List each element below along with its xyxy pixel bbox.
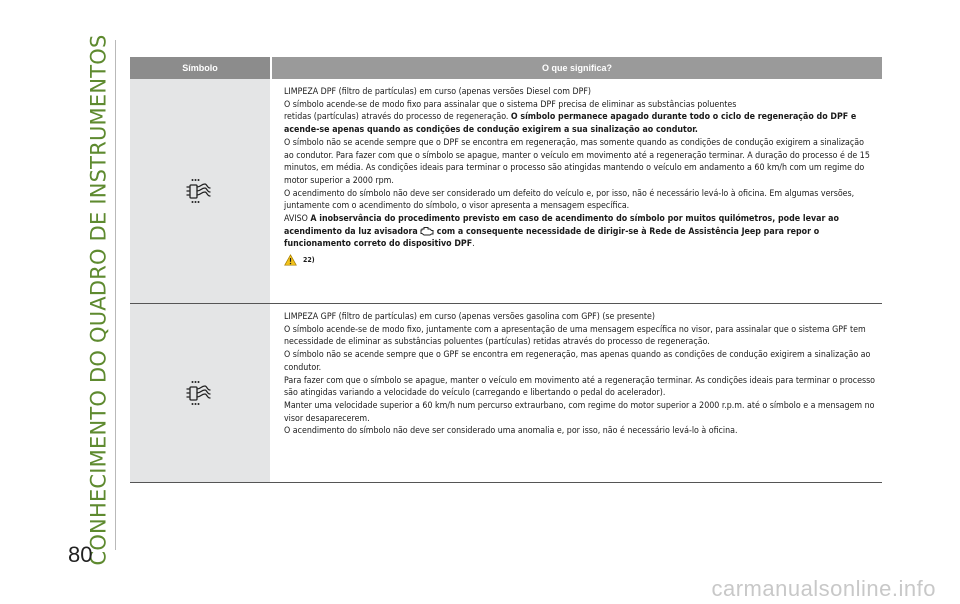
row2-para-1: LIMPEZA GPF (filtro de partículas) em curso (apenas versões gasolina com GPF) (se presente) bbox=[284, 312, 655, 322]
row1-para-2: O símbolo não se acende sempre que o DPF se encontra em regeneração, mas somente quando as condições de condução exigirem a sinalização ao condutor. Para fazer com que o símbolo se apague, manter o veículo em movimento até a regeneração terminar. A duração do processo é de 15 minutos, em média. As condições ideais para terminar o processo são atingidas mantendo o veículo em andamento a 60 km/h com um regime do motor superior a 2000 rpm. bbox=[284, 137, 870, 186]
engine-warning-icon bbox=[420, 226, 434, 236]
gpf-filter-icon bbox=[185, 380, 215, 406]
row1-bold-note: O símbolo permanece apagado durante todo o ciclo de regeneração do DPF e acende-se apenas quando as condições de condução exigirem a sua sinalização ao condutor. bbox=[284, 112, 857, 136]
symbols-table bbox=[130, 57, 882, 483]
dpf-filter-icon bbox=[185, 178, 215, 204]
symbol-cell bbox=[130, 79, 270, 303]
symbol-cell bbox=[130, 304, 270, 482]
meaning-cell bbox=[270, 79, 882, 303]
row1-aviso: AVISO A inobservância do procedimento previsto em caso de acendimento do símbolo por muitos quilómetros, pode levar ao acendimento da luz avisadora com a consequente necessidade de dirigir-se à Rede de Assistência Jeep para repor o funcionamento correto do dispositivo DPF. bbox=[284, 214, 839, 250]
aviso-label: AVISO bbox=[284, 214, 308, 225]
table-row bbox=[130, 79, 882, 304]
row1-line-title: LIMPEZA DPF (filtro de partículas) em curso (apenas versões Diesel com DPF) bbox=[284, 87, 591, 97]
side-rule bbox=[115, 40, 116, 550]
chapter-side-title bbox=[87, 34, 112, 566]
row2-para-5: Manter uma velocidade superior a 60 km/h num percurso extraurbano, com regime do motor superior a 2000 r.p.m. até o símbolo e a mensagem no visor desaparecerem. bbox=[284, 400, 875, 424]
page-number: 80 bbox=[68, 542, 93, 567]
chapter-title-text: CONHECIMENTO DO QUADRO DE INSTRUMENTOS bbox=[87, 34, 112, 566]
row1-para-3: O acendimento do símbolo não deve ser considerado um defeito do veículo e, por isso, não é necessário levá-lo à oficina. Em algumas versões, juntamente com o acendimento do símbolo, o visor apresenta a mensagem específica. bbox=[284, 188, 855, 212]
watermark: carmanualsonline.info bbox=[711, 576, 936, 601]
header-meaning: O que significa? bbox=[270, 57, 882, 79]
row1-line-3: retidas (partículas) através do processo de regeneração. O símbolo permanece apagado durante todo o ciclo de regeneração do DPF e acende-se apenas quando as condições de condução exigirem a sua sinalização ao condutor. bbox=[284, 112, 857, 136]
warning-reference: 22) bbox=[284, 254, 876, 267]
table-header bbox=[130, 57, 882, 79]
row1-line-2: O símbolo acende-se de modo fixo para assinalar que o sistema DPF precisa de eliminar as substâncias poluentes bbox=[284, 99, 737, 110]
meaning-cell bbox=[270, 304, 882, 482]
row2-para-3: O símbolo não se acende sempre que o GPF se encontra em regeneração, mas apenas quando as condições de condução exigirem a sinalização ao condutor. bbox=[284, 350, 871, 373]
table-row bbox=[130, 304, 882, 483]
row2-para-2: O símbolo acende-se de modo fixo, juntamente com a apresentação de uma mensagem específica no visor, para assinalar que o sistema GPF tem necessidade de eliminar as substâncias poluentes (partículas) retidas através do processo de regeneração. bbox=[284, 324, 866, 348]
header-symbol: Símbolo bbox=[130, 57, 270, 79]
row2-para-4: Para fazer com que o símbolo se apague, manter o veículo em movimento até a regeneração terminar. As condições ideais para terminar o processo são atingidas variando a velocidade do veículo (carregando e libertando o pedal do acelerador). bbox=[284, 375, 876, 399]
warning-triangle-icon bbox=[284, 254, 297, 266]
row2-para-6: O acendimento do símbolo não deve ser considerado uma anomalia e, por isso, não é necessário levá-lo à oficina. bbox=[284, 426, 738, 437]
